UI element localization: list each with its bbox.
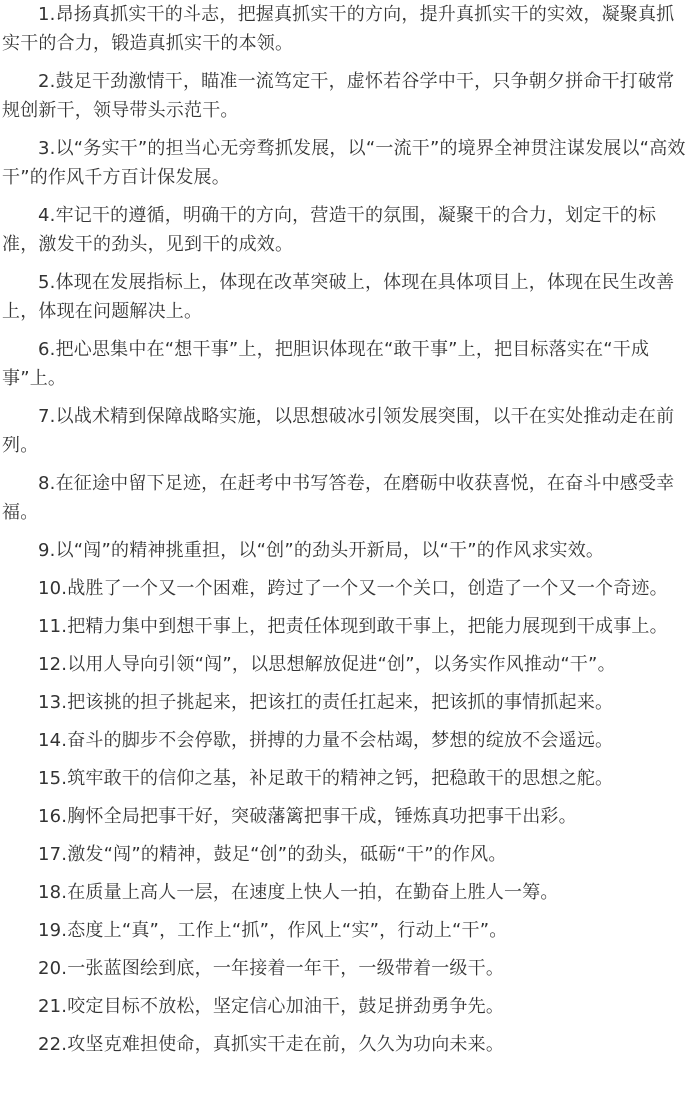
paragraph-3: 3.以“务实干”的担当心无旁骛抓发展，以“一流干”的境界全神贯注谋发展以“高效干”的作风千方百计保发展。 xyxy=(2,138,686,188)
paragraph-8: 8.在征途中留下足迹，在赶考中书写答卷，在磨砺中收获喜悦，在奋斗中感受幸福。 xyxy=(2,473,675,523)
paragraph-15: 15.筑牢敢干的信仰之基，补足敢干的精神之钙，把稳敢干的思想之舵。 xyxy=(38,768,614,789)
paragraph-10: 10.战胜了一个又一个困难，跨过了一个又一个关口，创造了一个又一个奇迹。 xyxy=(38,578,668,599)
paragraph-14: 14.奋斗的脚步不会停歇，拼搏的力量不会枯竭，梦想的绽放不会遥远。 xyxy=(38,730,614,751)
paragraph-21: 21.咬定目标不放松，坚定信心加油干，鼓足拼劲勇争先。 xyxy=(38,996,505,1017)
paragraph-18: 18.在质量上高人一层，在速度上快人一拍，在勤奋上胜人一筹。 xyxy=(38,882,559,903)
paragraph-5: 5.体现在发展指标上，体现在改革突破上，体现在具体项目上，体现在民生改善上，体现在问题解决上。 xyxy=(2,272,675,322)
paragraph-7: 7.以战术精到保障战略实施，以思想破冰引领发展突围，以干在实处推动走在前列。 xyxy=(2,406,675,456)
paragraph-16: 16.胸怀全局把事干好，突破藩篱把事干成，锤炼真功把事干出彩。 xyxy=(38,806,577,827)
paragraph-22: 22.攻坚克难担使命，真抓实干走在前，久久为功向未来。 xyxy=(38,1034,505,1055)
paragraph-4: 4.牢记干的遵循，明确干的方向，营造干的氛围，凝聚干的合力，划定干的标准，激发干的劲头，见到干的成效。 xyxy=(2,205,657,255)
paragraph-13: 13.把该挑的担子挑起来，把该扛的责任扛起来，把该抓的事情抓起来。 xyxy=(38,692,614,713)
paragraph-17: 17.激发“闯”的精神，鼓足“创”的劲头，砥砺“干”的作风。 xyxy=(38,844,507,865)
paragraph-1: 1.昂扬真抓实干的斗志，把握真抓实干的方向，提升真抓实干的实效，凝聚真抓实干的合力，锻造真抓实干的本领。 xyxy=(2,4,675,54)
paragraph-19: 19.态度上“真”，工作上“抓”，作风上“实”，行动上“干”。 xyxy=(38,920,508,941)
paragraph-12: 12.以用人导向引领“闯”，以思想解放促进“创”，以务实作风推动“干”。 xyxy=(38,654,616,675)
paragraph-11: 11.把精力集中到想干事上，把责任体现到敢干事上，把能力展现到干成事上。 xyxy=(38,616,668,637)
paragraph-6: 6.把心思集中在“想干事”上，把胆识体现在“敢干事”上，把目标落实在“干成事”上。 xyxy=(2,339,650,389)
paragraph-20: 20.一张蓝图绘到底，一年接着一年干，一级带着一级干。 xyxy=(38,958,505,979)
paragraph-2: 2.鼓足干劲激情干，瞄准一流笃定干，虚怀若谷学中干，只争朝夕拼命干打破常规创新干，领导带头示范干。 xyxy=(2,71,675,121)
paragraph-9: 9.以“闯”的精神挑重担，以“创”的劲头开新局，以“干”的作风求实效。 xyxy=(38,540,605,561)
